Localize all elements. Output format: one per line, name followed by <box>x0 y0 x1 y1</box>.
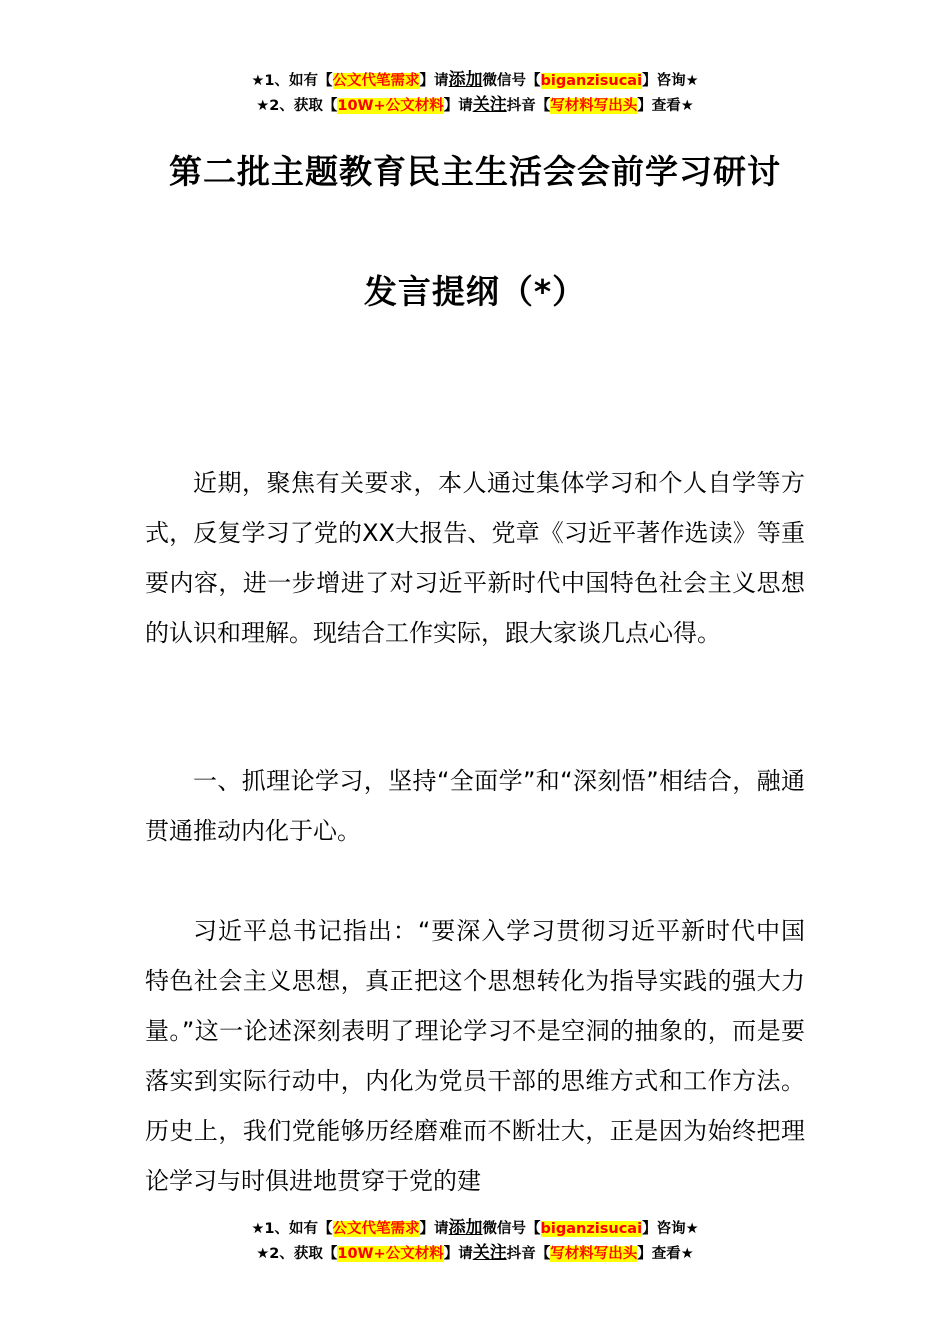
banner-underline: 添加 <box>448 1218 483 1238</box>
banner-text: 】请 <box>419 1221 449 1237</box>
banner-highlight: 10W+公文材料 <box>337 98 444 114</box>
banner-highlight: 写材料写出头 <box>550 1246 638 1262</box>
banner-text: 】请 <box>443 1246 473 1262</box>
section-heading-1: 一、抓理论学习，坚持“全面学”和“深刻悟”相结合，融通贯通推动内化于心。 <box>145 767 805 845</box>
banner-text: 】咨询★ <box>642 73 699 89</box>
banner-text: ★2、获取【 <box>256 1246 338 1262</box>
banner-text: ★1、如有【 <box>251 1221 333 1237</box>
banner-text: ★2、获取【 <box>256 98 338 114</box>
banner-text: 抖音【 <box>506 1246 551 1262</box>
banner-text: 抖音【 <box>506 98 551 114</box>
banner-highlight: biganzisucai <box>540 1221 643 1237</box>
banner-text: ★1、如有【 <box>251 73 333 89</box>
banner-underline: 添加 <box>448 70 483 90</box>
banner-highlight: 公文代笔需求 <box>332 1221 420 1237</box>
document-title-line-2: 发言提纲（*） <box>363 272 587 311</box>
banner-text: 】请 <box>443 98 473 114</box>
banner-text: 微信号【 <box>482 1221 541 1237</box>
intro-paragraph: 近期，聚焦有关要求，本人通过集体学习和个人自学等方式，反复学习了党的XX大报告、党章《习近平著作选读》等重要内容，进一步增进了对习近平新时代中国特色社会主义思想的认识和理解。现结合工作实际，跟大家谈几点心得。 <box>145 469 805 647</box>
body-paragraph: 习近平总书记指出：“要深入学习贯彻习近平新时代中国特色社会主义思想，真正把这个思想转化为指导实践的强大力量。”这一论述深刻表明了理论学习不是空洞的抽象的，而是要落实到实际行动中，内化为党员干部的思维方式和工作方法。历史上，我们党能够历经磨难而不断壮大，正是因为始终把理论学习与时俱进地贯穿于党的建 <box>145 917 805 1195</box>
banner-highlight: 10W+公文材料 <box>337 1246 444 1262</box>
banner-line-1 <box>0 1216 950 1241</box>
banner-line-2 <box>0 1241 950 1266</box>
banner-highlight: biganzisucai <box>540 73 643 89</box>
banner-text: 】请 <box>419 73 449 89</box>
banner-highlight: 写材料写出头 <box>550 98 638 114</box>
footer-banner <box>0 1216 950 1266</box>
banner-text: 】查看★ <box>637 98 694 114</box>
header-banner <box>0 68 950 118</box>
banner-underline: 关注 <box>472 95 507 115</box>
document-title-line-1: 第二批主题教育民主生活会会前学习研讨 <box>169 152 781 191</box>
banner-line-2 <box>0 93 950 118</box>
banner-highlight: 公文代笔需求 <box>332 73 420 89</box>
banner-text: 】咨询★ <box>642 1221 699 1237</box>
banner-underline: 关注 <box>472 1243 507 1263</box>
banner-text: 】查看★ <box>637 1246 694 1262</box>
banner-line-1 <box>0 68 950 93</box>
banner-text: 微信号【 <box>482 73 541 89</box>
